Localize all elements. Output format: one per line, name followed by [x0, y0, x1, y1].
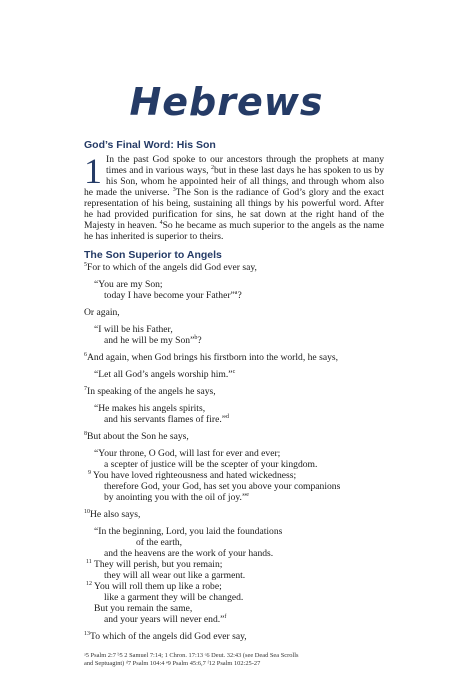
footnote-line: ᵃ5 Psalm 2:7 ᵇ5 2 Samuel 7:14; 1 Chron. 17:13 ᶜ6 Deut. 32:43 (see Dead Sea Scrolls	[84, 652, 299, 659]
scripture-text	[84, 138, 384, 642]
chapter-number: 1	[84, 151, 102, 191]
verse-6: $^6$And again, when God brings his firstborn into the world, he says,	[84, 351, 339, 363]
verse-13: $^{13}$To which of the angels did God ever say,	[84, 630, 247, 642]
verse-8: $^8$But about the Son he says,	[84, 430, 189, 442]
verses-1-4: 1 In the past God spoke to our ancestors through the prophets at many times and in various ways, $^2$but in these last days he has spoken to us by his Son, whom he appointed heir of all things, and through whom also he made the universe. $^3$The Son is the radiance of God’s glory and the exact representation of his being, sustaining all things by his powerful word. After he had provided purification for sins, he sat down at the right hand of the Majesty in heaven. $^4$So he became as much superior to the angels as the name he has inherited is superior to theirs.	[84, 151, 385, 242]
quote-psalm-2: “You are my Son; today I have become your Father”$^a$?	[94, 279, 242, 301]
verse-number: 3	[172, 186, 176, 193]
verse-7: $^7$In speaking of the angels he says,	[84, 385, 216, 397]
verse-5: $^5$For to which of the angels did God ever say,	[84, 261, 257, 273]
quote-psalm-102: “In the beginning, Lord, you laid the foundations of the earth, and the heavens are the work of your hands. $^{11}$ They will perish, but you remain; they will all wear out like a garment. $^{12}$ You will roll them up like a robe; like a garment they will be changed. But you remain the same, and your years will never end.”$^f$	[86, 526, 283, 625]
section-heading-gods-final-word: God’s Final Word: His Son	[84, 139, 216, 151]
quote-2-samuel: “I will be his Father, and he will be my Son”$^b$?	[94, 324, 202, 346]
verse-10: $^{10}$He also says,	[84, 508, 141, 520]
footnote-line: and Septuagint) ᵈ7 Psalm 104:4 ᵉ9 Psalm 45:6,7 ᶠ12 Psalm 102:25-27	[84, 660, 261, 667]
quote-deut: “Let all God’s angels worship him.”$^c$	[94, 368, 236, 380]
footnotes	[84, 652, 384, 668]
verse-number: 2	[211, 164, 214, 171]
verse-number: 4	[159, 219, 163, 226]
or-again: Or again,	[84, 307, 120, 318]
section-heading-son-superior: The Son Superior to Angels	[84, 249, 222, 261]
quote-psalm-45: “Your throne, O God, will last for ever and ever; a scepter of justice will be the scepter of your kingdom. $^9$ You have loved righteousness and hated wickedness; therefore God, your God, has set you above your companions by anointing you with the oil of joy.”$^e$	[88, 448, 341, 503]
quote-psalm-104: “He makes his angels spirits, and his servants flames of fire.”$^d$	[94, 403, 230, 425]
book-title: Hebrews	[129, 80, 324, 124]
